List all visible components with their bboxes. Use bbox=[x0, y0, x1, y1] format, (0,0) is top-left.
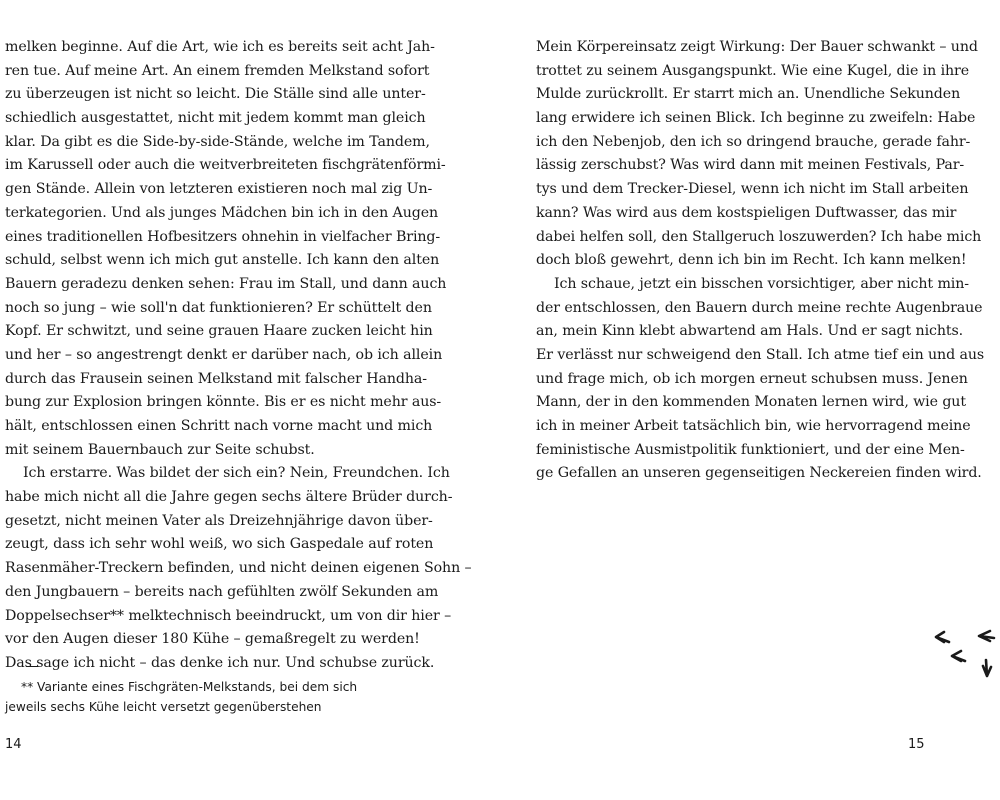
text-line: ich den Nebenjob, den ich so dringend brauche, gerade fahr- bbox=[536, 133, 971, 150]
text-line: ge Gefallen an unseren gegenseitigen Neckereien finden wird. bbox=[536, 465, 982, 482]
footnote-separator bbox=[26, 666, 38, 667]
text-line: ich in meiner Arbeit tatsächlich bin, wie hervorragend meine bbox=[536, 418, 971, 434]
text-line: gen Stände. Allein von letzteren existieren noch mal zig Un- bbox=[5, 181, 433, 198]
text-line: Kopf. Er schwitzt, und seine grauen Haare zucken leicht hin bbox=[5, 323, 433, 340]
right-body-text bbox=[536, 36, 985, 486]
page-number-right: 15 bbox=[908, 737, 925, 752]
text-line: den Jungbauern – bereits nach gefühlten zwölf Sekunden am bbox=[5, 583, 439, 600]
text-line: Ich schaue, jetzt ein bisschen vorsichtiger, aber nicht min- bbox=[554, 275, 969, 292]
text-line: dabei helfen soll, den Stallgeruch loszuwerden? Ich habe mich bbox=[536, 228, 982, 245]
text-line: Rasenmäher-Treckern befinden, und nicht deinen eigenen Sohn – bbox=[5, 560, 472, 577]
text-line: tys und dem Trecker-Diesel, wenn ich nicht im Stall arbeiten bbox=[536, 181, 969, 198]
text-line: vor den Augen dieser 180 Kühe – gemaßregelt zu werden! bbox=[5, 631, 420, 648]
footnote-line: ** Variante eines Fischgräten-Melkstands, bei dem sich bbox=[21, 680, 358, 694]
text-line: Das sage ich nicht – das denke ich nur. Und schubse zurück. bbox=[5, 654, 435, 671]
text-line: Er verlässt nur schweigend den Stall. Ich atme tief ein und aus bbox=[536, 346, 985, 363]
text-line: Mulde zurückrollt. Er starrt mich an. Unendliche Sekunden bbox=[536, 86, 961, 103]
text-line: zeugt, dass ich sehr wohl weiß, wo sich Gaspedale auf roten bbox=[5, 536, 434, 553]
bird-footprint-arrows-icon bbox=[930, 624, 996, 684]
footnote bbox=[5, 656, 425, 717]
text-line: trottet zu seinem Ausgangspunkt. Wie eine Kugel, die in ihre bbox=[536, 62, 970, 79]
text-line: eines traditionellen Hofbesitzers ohnehin in vielfacher Bring- bbox=[5, 228, 441, 245]
text-line: melken beginne. Auf die Art, wie ich es bereits seit acht Jah- bbox=[5, 39, 435, 55]
right-page bbox=[500, 0, 1000, 800]
text-line: schiedlich ausgestattet, nicht mit jedem kommt man gleich bbox=[5, 110, 426, 127]
text-line: Mann, der in den kommenden Monaten lernen wird, wie gut bbox=[536, 394, 966, 411]
text-line: kann? Was wird aus dem kostspieligen Duftwasser, das mir bbox=[536, 204, 957, 221]
text-line: an, mein Kinn klebt abwartend am Hals. Und er sagt nichts. bbox=[536, 323, 964, 340]
text-line: der entschlossen, den Bauern durch meine rechte Augenbraue bbox=[536, 299, 983, 316]
text-line: lässig zerschubst? Was wird dann mit meinen Festivals, Par- bbox=[536, 157, 965, 174]
text-line: gesetzt, nicht meinen Vater als Dreizehnjährige davon über- bbox=[5, 512, 433, 529]
text-line: durch das Frausein seinen Melkstand mit falscher Handha- bbox=[5, 370, 427, 387]
text-line: und frage mich, ob ich morgen erneut schubsen muss. Jenen bbox=[536, 370, 968, 387]
text-line: Ich erstarre. Was bildet der sich ein? Nein, Freundchen. Ich bbox=[23, 465, 450, 482]
text-line: zu überzeugen ist nicht so leicht. Die Ställe sind alle unter- bbox=[5, 86, 426, 103]
text-line: noch so jung – wie soll'n dat funktionieren? Er schüttelt den bbox=[5, 299, 432, 316]
text-line: habe mich nicht all die Jahre gegen sechs ältere Brüder durch- bbox=[5, 489, 453, 506]
text-line: mit seinem Bauernbauch zur Seite schubst. bbox=[5, 441, 315, 458]
text-line: und her – so angestrengt denkt er darüber nach, ob ich allein bbox=[5, 346, 443, 363]
text-line: im Karussell oder auch die weitverbreiteten fischgrätenförmi- bbox=[5, 157, 446, 174]
page-number-left: 14 bbox=[5, 737, 22, 752]
footnote-line: jeweils sechs Kühe leicht versetzt gegenüberstehen bbox=[5, 700, 322, 714]
text-line: ren tue. Auf meine Art. An einem fremden Melkstand sofort bbox=[5, 62, 430, 79]
text-line: terkategorien. Und als junges Mädchen bin ich in den Augen bbox=[5, 204, 439, 221]
text-line: Bauern geradezu denken sehen: Frau im Stall, und dann auch bbox=[5, 275, 447, 292]
text-line: schuld, selbst wenn ich mich gut anstelle. Ich kann den alten bbox=[5, 252, 440, 269]
text-line: Doppelsechser** melktechnisch beeindruckt, um von dir hier – bbox=[5, 607, 452, 624]
text-line: feministische Ausmistpolitik funktioniert, und der eine Men- bbox=[536, 441, 965, 458]
text-line: bung zur Explosion bringen könnte. Bis er es nicht mehr aus- bbox=[5, 394, 442, 411]
text-line: hält, entschlossen einen Schritt nach vorne macht und mich bbox=[5, 418, 433, 434]
text-line: lang erwidere ich seinen Blick. Ich beginne zu zweifeln: Habe bbox=[536, 110, 976, 127]
text-line: klar. Da gibt es die Side-by-side-Stände, welche im Tandem, bbox=[5, 133, 430, 150]
left-body-text bbox=[5, 36, 472, 676]
text-line: Mein Körpereinsatz zeigt Wirkung: Der Bauer schwankt – und bbox=[536, 39, 978, 55]
text-line: doch bloß gewehrt, denn ich bin im Recht. Ich kann melken! bbox=[536, 252, 967, 269]
